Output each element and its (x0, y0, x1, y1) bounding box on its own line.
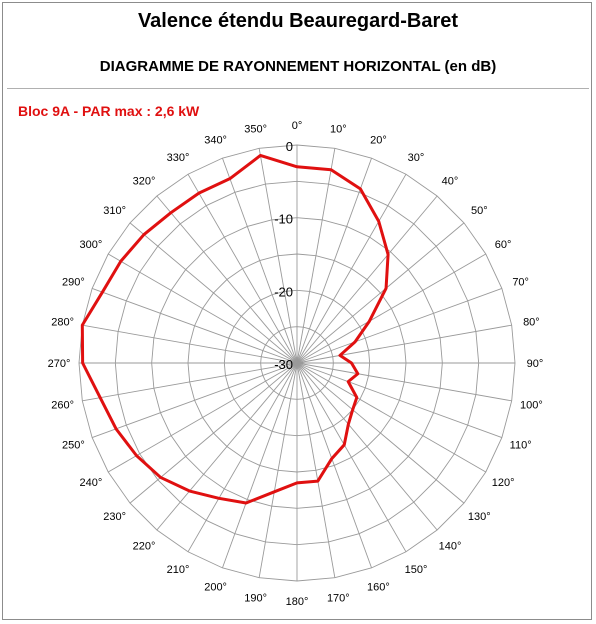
angle-tick-label: 120° (491, 477, 515, 489)
angle-tick-label: 250° (61, 439, 85, 452)
angle-tick-label: 290° (61, 276, 85, 289)
radial-tick-label: 0 (285, 139, 293, 154)
angle-tick-label: 280° (51, 316, 74, 329)
angle-tick-label: 320° (132, 175, 156, 188)
angle-tick-label: 130° (467, 510, 491, 523)
angle-tick-label: 0° (291, 120, 303, 132)
series-label: Bloc 9A - PAR max : 2,6 kW (18, 103, 200, 119)
angle-tick-label: 30° (407, 151, 425, 164)
chart-subtitle: DIAGRAMME DE RAYONNEMENT HORIZONTAL (en dB) (99, 58, 497, 75)
angle-tick-label: 180° (285, 596, 309, 608)
angle-tick-label: 260° (51, 399, 74, 412)
angle-tick-label: 200° (204, 581, 227, 594)
angle-tick-label: 140° (438, 540, 462, 553)
angle-tick-label: 170° (326, 592, 350, 605)
angle-tick-label: 270° (47, 358, 71, 370)
angle-tick-label: 110° (509, 439, 532, 452)
angle-tick-label: 100° (520, 399, 543, 412)
angle-tick-label: 60° (494, 239, 512, 251)
angle-tick-label: 50° (470, 205, 488, 218)
angle-tick-label: 160° (367, 581, 390, 594)
radial-tick-label: -10 (274, 211, 293, 227)
angle-tick-label: 220° (132, 540, 156, 553)
radial-tick-label: -30 (274, 357, 293, 372)
series-line (79, 155, 388, 503)
angle-tick-label: 190° (244, 592, 268, 605)
angle-tick-label: 340° (204, 134, 227, 147)
angle-tick-label: 210° (166, 564, 190, 577)
angle-tick-label: 40° (441, 175, 459, 188)
angle-tick-label: 70° (512, 276, 529, 289)
angle-tick-label: 80° (523, 316, 540, 329)
angle-tick-label: 300° (79, 239, 103, 251)
angle-tick-label: 350° (244, 123, 268, 136)
angle-tick-label: 90° (526, 358, 544, 370)
angle-tick-label: 330° (166, 151, 190, 164)
radial-tick-label: -20 (274, 284, 293, 300)
angle-tick-label: 20° (370, 134, 387, 147)
angle-tick-label: 230° (103, 510, 127, 523)
angle-tick-label: 240° (79, 477, 103, 489)
chart-title: Valence étendu Beauregard-Baret (137, 10, 459, 32)
angle-tick-label: 310° (103, 205, 127, 218)
angle-tick-label: 10° (330, 123, 347, 136)
angle-tick-label: 150° (404, 564, 428, 577)
